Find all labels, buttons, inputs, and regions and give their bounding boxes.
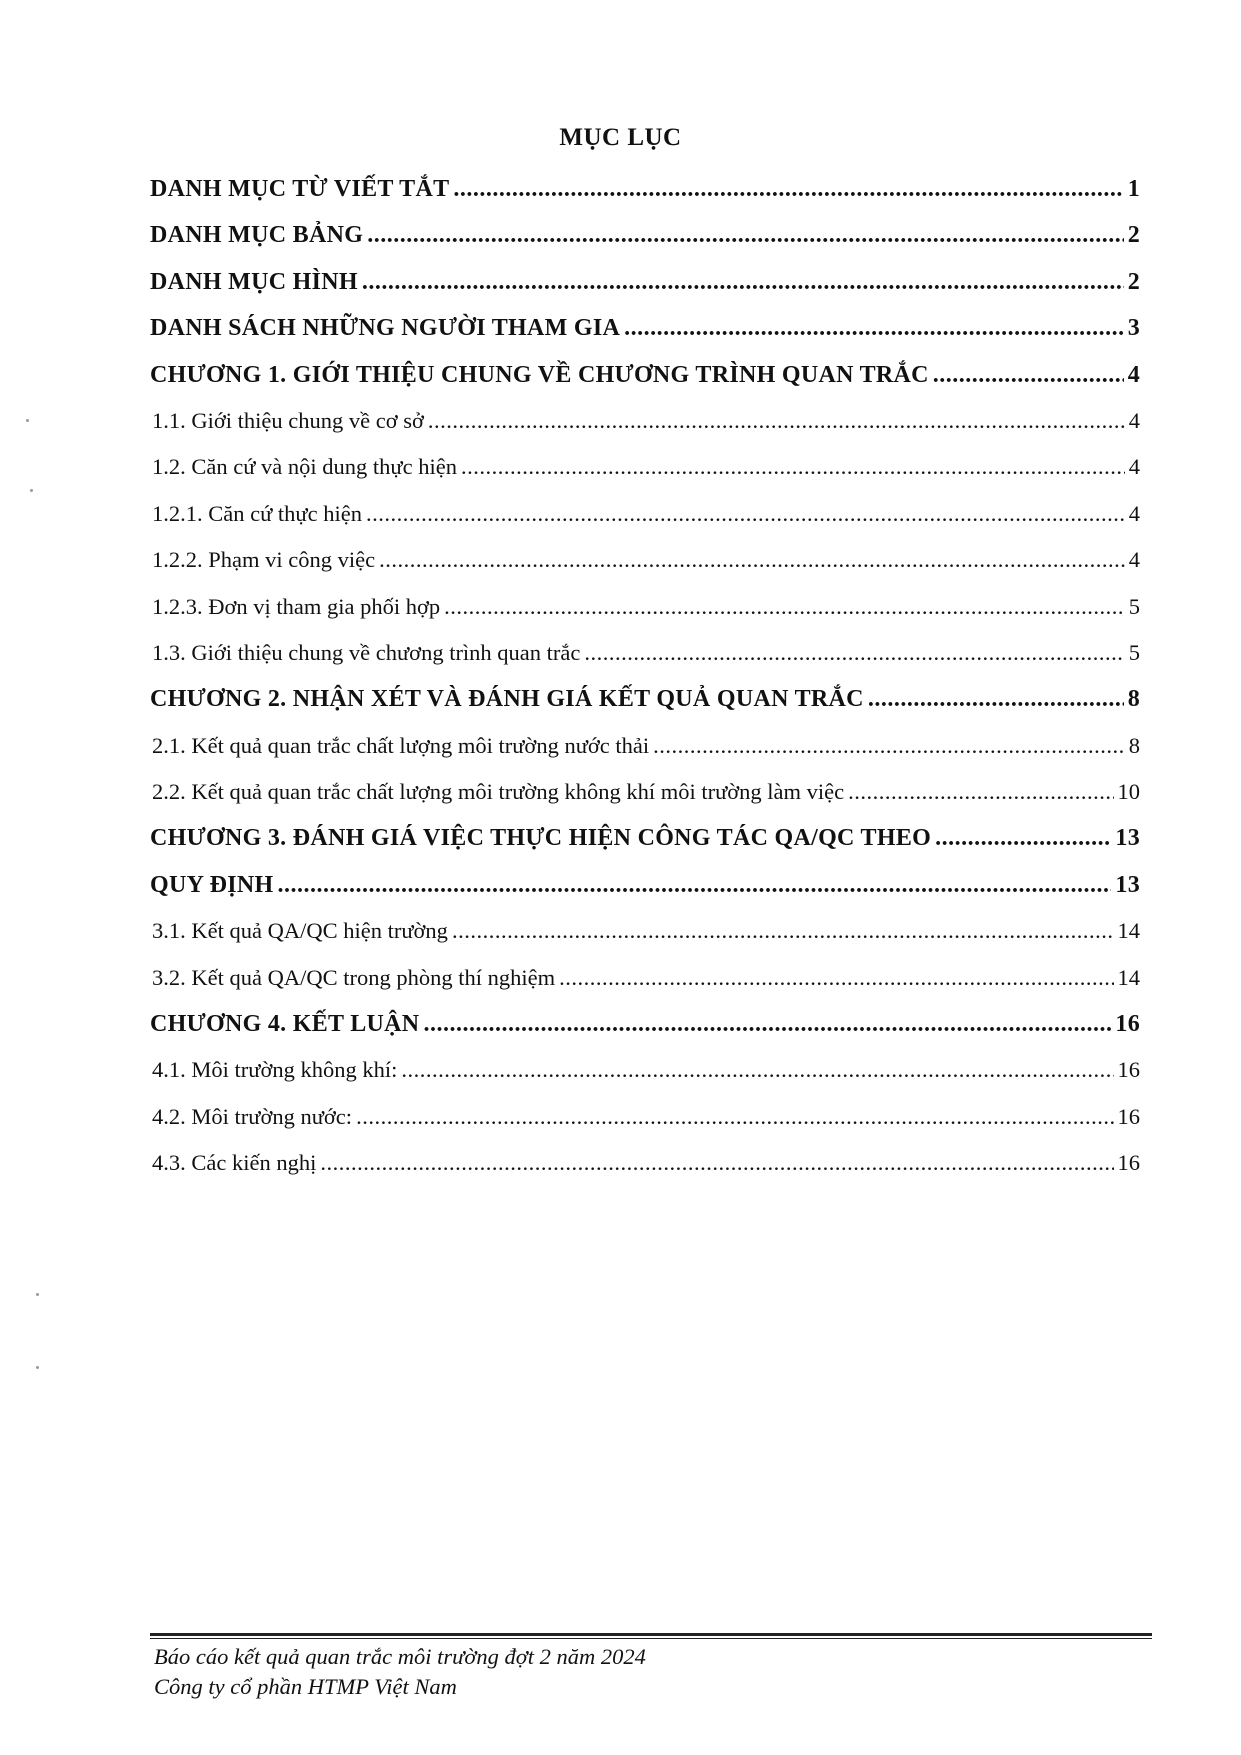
- toc-entry-page: 5: [1128, 639, 1140, 665]
- toc-entry[interactable]: [150, 444, 1140, 490]
- toc-entry-label: 2.2. Kết quả quan trắc chất lượng môi trường không khí môi trường làm việc: [152, 779, 845, 805]
- toc-entry-page: 14: [1117, 964, 1140, 990]
- toc-entry-page: 2: [1127, 268, 1140, 295]
- toc-entry-page: 14: [1117, 918, 1140, 944]
- toc-entry-label: 1.3. Giới thiệu chung về chương trình quan trắc: [152, 639, 581, 665]
- toc-leader-dots: [653, 723, 1125, 769]
- toc-entry-label: 4.2. Môi trường nước:: [152, 1103, 353, 1129]
- toc-entry-page: 5: [1128, 593, 1140, 619]
- toc-leader-dots: [848, 769, 1113, 815]
- footer-rule-thin: [150, 1638, 1152, 1639]
- toc-entry-label: 1.2. Căn cứ và nội dung thực hiện: [152, 454, 457, 480]
- toc-entry[interactable]: [150, 1094, 1140, 1140]
- toc-entry[interactable]: [150, 537, 1140, 583]
- toc-leader-dots: [461, 444, 1125, 490]
- toc-entry[interactable]: [150, 908, 1140, 954]
- toc-entry-page: 4: [1128, 454, 1140, 480]
- toc-leader-dots: [278, 862, 1112, 908]
- toc-entry-label: CHƯƠNG 3. ĐÁNH GIÁ VIỆC THỰC HIỆN CÔNG TÁC QA/QC THEO: [150, 825, 932, 852]
- toc-leader-dots: [367, 212, 1123, 258]
- page-footer: [154, 1642, 646, 1702]
- footer-company-name: Công ty cổ phần HTMP Việt Nam: [154, 1674, 457, 1699]
- toc-entry-page: 4: [1128, 500, 1140, 526]
- toc-entry[interactable]: [150, 630, 1140, 676]
- toc-entry-label: 2.1. Kết quả quan trắc chất lượng môi trường nước thải: [152, 732, 650, 758]
- toc-entry[interactable]: [150, 212, 1140, 258]
- table-of-contents: [150, 166, 1140, 1187]
- toc-entry-label: DANH MỤC BẢNG: [150, 222, 364, 249]
- toc-entry-page: 2: [1127, 222, 1140, 249]
- toc-entry-page: 4: [1128, 547, 1140, 573]
- toc-entry[interactable]: [150, 305, 1140, 351]
- toc-leader-dots: [356, 1094, 1113, 1140]
- toc-entry-label: DANH SÁCH NHỮNG NGƯỜI THAM GIA: [150, 315, 621, 342]
- scan-speck: [36, 1366, 39, 1369]
- toc-entry[interactable]: [150, 862, 1140, 908]
- toc-leader-dots: [428, 398, 1125, 444]
- toc-leader-dots: [366, 491, 1125, 537]
- toc-entry-label: CHƯƠNG 2. NHẬN XÉT VÀ ĐÁNH GIÁ KẾT QUẢ QUAN TRẮC: [150, 686, 864, 713]
- toc-leader-dots: [584, 630, 1124, 676]
- toc-entry-label: 3.2. Kết quả QA/QC trong phòng thí nghiệm: [152, 964, 556, 990]
- toc-entry-label: CHƯƠNG 4. KẾT LUẬN: [150, 1011, 420, 1038]
- toc-entry[interactable]: [150, 1140, 1140, 1186]
- footer-report-title: Báo cáo kết quả quan trắc môi trường đợt 2 năm 2024: [154, 1644, 646, 1669]
- toc-entry[interactable]: [150, 955, 1140, 1001]
- scan-speck: [26, 419, 29, 422]
- toc-entry[interactable]: [150, 1047, 1140, 1093]
- toc-entry-page: 1: [1127, 176, 1140, 202]
- scan-speck: [36, 1293, 39, 1296]
- toc-leader-dots: [362, 259, 1124, 305]
- toc-entry[interactable]: [150, 815, 1140, 861]
- toc-entry[interactable]: [150, 676, 1140, 722]
- toc-entry-label: QUY ĐỊNH: [150, 871, 274, 898]
- toc-entry-label: 1.2.1. Căn cứ thực hiện: [152, 500, 362, 526]
- toc-leader-dots: [624, 305, 1124, 351]
- toc-entry-page: 4: [1128, 407, 1140, 433]
- toc-entry-label: CHƯƠNG 1. GIỚI THIỆU CHUNG VỀ CHƯƠNG TRÌNH QUAN TRẮC: [150, 361, 929, 388]
- toc-entry-page: 3: [1127, 315, 1140, 342]
- footer-rule: [150, 1633, 1152, 1636]
- toc-entry-label: 3.1. Kết quả QA/QC hiện trường: [152, 918, 448, 944]
- toc-entry[interactable]: [150, 769, 1140, 815]
- toc-entry-page: 8: [1128, 732, 1140, 758]
- toc-entry-page: 10: [1117, 779, 1140, 805]
- toc-entry-page: 16: [1117, 1150, 1140, 1176]
- toc-leader-dots: [452, 908, 1114, 954]
- toc-entry[interactable]: [150, 259, 1140, 305]
- toc-leader-dots: [453, 166, 1123, 212]
- toc-leader-dots: [444, 584, 1125, 630]
- toc-leader-dots: [401, 1047, 1113, 1093]
- toc-entry-label: 4.1. Môi trường không khí:: [152, 1057, 398, 1083]
- toc-entry[interactable]: [150, 166, 1140, 212]
- toc-entry-label: 4.3. Các kiến nghị: [152, 1150, 317, 1176]
- toc-leader-dots: [935, 815, 1111, 861]
- toc-entry-page: 16: [1117, 1103, 1140, 1129]
- toc-entry-label: DANH MỤC HÌNH: [150, 268, 358, 295]
- toc-entry[interactable]: [150, 584, 1140, 630]
- toc-entry-label: 1.2.2. Phạm vi công việc: [152, 547, 376, 573]
- toc-leader-dots: [379, 537, 1125, 583]
- toc-entry-label: 1.2.3. Đơn vị tham gia phối hợp: [152, 593, 441, 619]
- toc-entry-page: 16: [1115, 1011, 1140, 1038]
- toc-entry[interactable]: [150, 723, 1140, 769]
- toc-leader-dots: [423, 1001, 1111, 1047]
- toc-entry[interactable]: [150, 398, 1140, 444]
- toc-leader-dots: [559, 955, 1113, 1001]
- toc-entry-label: 1.1. Giới thiệu chung về cơ sở: [152, 407, 424, 433]
- toc-entry[interactable]: [150, 1001, 1140, 1047]
- scan-speck: [30, 489, 33, 492]
- toc-entry-label: DANH MỤC TỪ VIẾT TẮT: [150, 176, 450, 202]
- toc-leader-dots: [933, 352, 1124, 398]
- toc-entry-page: 13: [1115, 825, 1140, 852]
- toc-entry[interactable]: [150, 352, 1140, 398]
- toc-entry[interactable]: [150, 491, 1140, 537]
- toc-entry-page: 13: [1115, 871, 1140, 898]
- toc-entry-page: 4: [1127, 361, 1140, 388]
- page-title: MỤC LỤC: [559, 124, 682, 151]
- toc-entry-page: 16: [1117, 1057, 1140, 1083]
- toc-entry-page: 8: [1127, 686, 1140, 713]
- toc-leader-dots: [320, 1140, 1113, 1186]
- toc-leader-dots: [868, 676, 1124, 722]
